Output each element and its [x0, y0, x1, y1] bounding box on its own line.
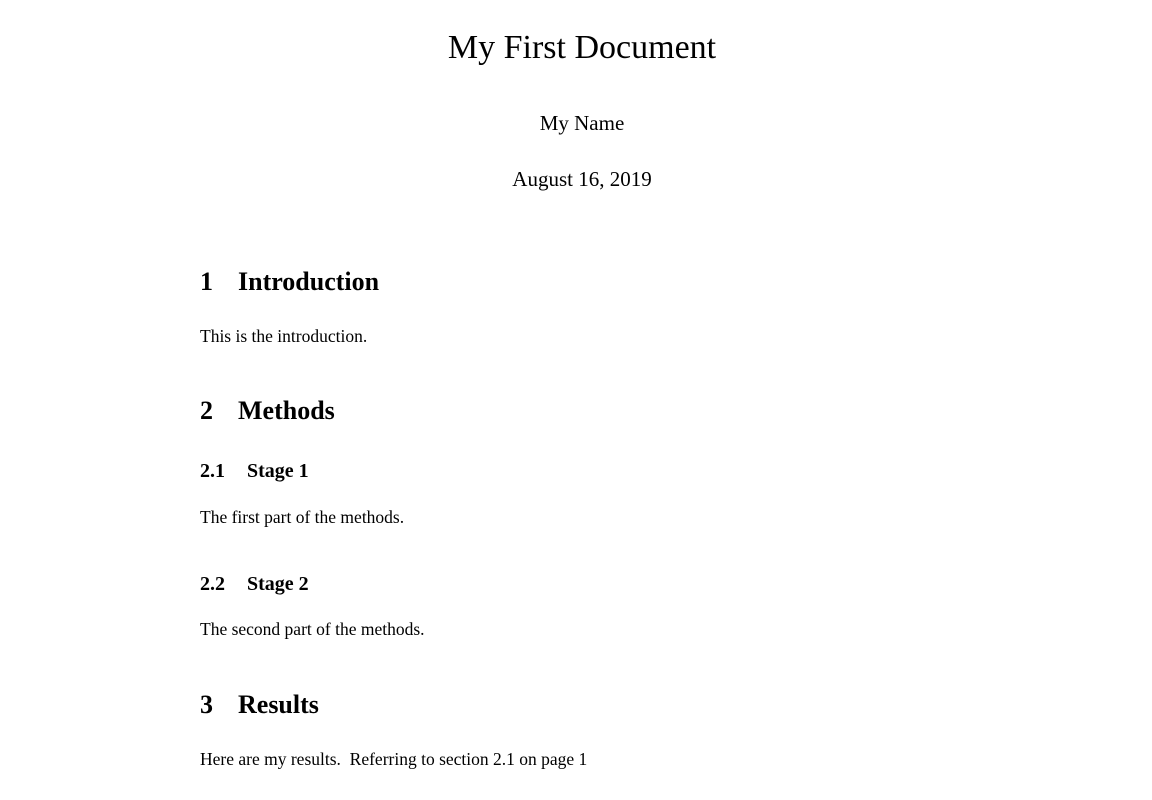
document-author: My Name	[539, 110, 625, 135]
title-block	[200, 28, 964, 192]
section-heading-introduction	[200, 266, 964, 297]
document-title: My First Document	[447, 29, 717, 66]
subsection-heading-stage-1	[200, 459, 964, 483]
subsection-title: Stage 1	[247, 459, 309, 482]
section-heading-methods	[200, 395, 964, 426]
paragraph-stage-1: The first part of the methods.	[200, 506, 405, 527]
paragraph-introduction: This is the introduction.	[200, 326, 368, 347]
paragraph-stage-2: The second part of the methods.	[200, 618, 425, 639]
section-number: 2	[200, 396, 213, 426]
section-number: 3	[200, 689, 213, 719]
section-number: 1	[200, 267, 213, 297]
subsection-number: 2.2	[200, 572, 225, 595]
subsection-number: 2.1	[200, 459, 225, 482]
subsection-title: Stage 2	[247, 572, 309, 595]
document-content	[200, 28, 964, 770]
section-title: Methods	[238, 396, 335, 426]
section-title: Introduction	[238, 267, 380, 297]
section-heading-results	[200, 689, 964, 720]
paragraph-results: Here are my results. Referring to section 2.1 on page 1	[200, 748, 588, 769]
section-title: Results	[238, 689, 319, 719]
subsection-heading-stage-2	[200, 572, 964, 596]
document-date: August 16, 2019	[512, 166, 652, 191]
